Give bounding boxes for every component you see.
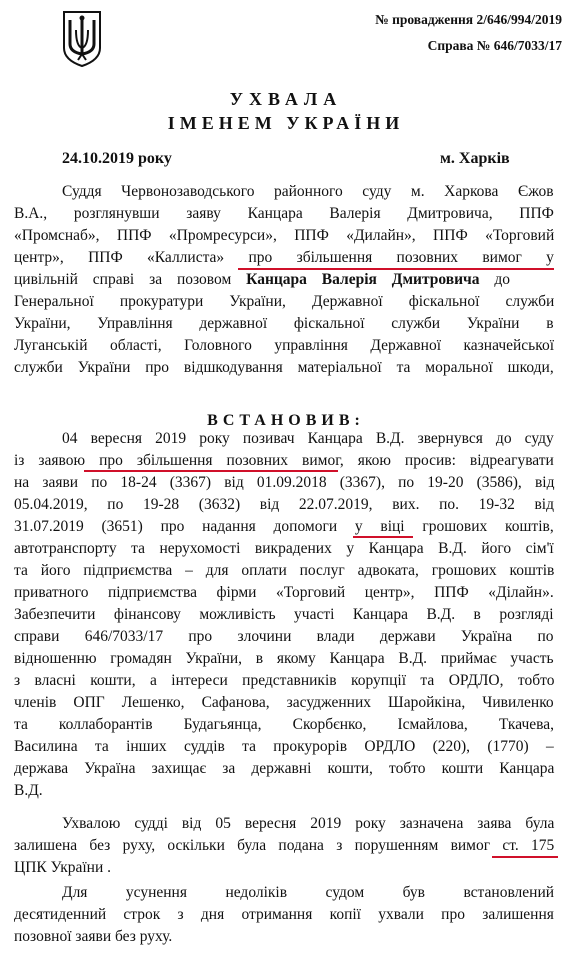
- intro-line-7: України, Управління державної фіскальної служби України в: [14, 315, 554, 332]
- deadline-line-3: позовної заяви без руху.: [14, 928, 173, 945]
- intro-line-3: «Промснаб», ППФ «Промресурси», ППФ «Дилайн», ППФ «Торговий: [14, 227, 555, 244]
- case-number: Справа № 646/7033/17: [427, 38, 562, 53]
- highlight-underline-claims-increase-1: [238, 268, 554, 270]
- established-line-2: із заявою про збільшення позовних вимог, якою просив: відреагувати: [14, 452, 554, 469]
- ruling-date: 24.10.2019 року: [62, 150, 172, 167]
- ruling-line-1: Ухвалою судді від 05 вересня 2019 року зазначена заява була: [62, 815, 555, 832]
- intro-line-6: Генеральної прокуратури України, Державної фіскальної служби: [14, 293, 555, 310]
- deadline-line-1: Для усунення недоліків судом був встановлений: [62, 884, 555, 901]
- ruling-city: м. Харків: [440, 150, 510, 167]
- established-line-6: автотранспорту та нерухомості викрадених у Канцара В.Д. його сім'ї: [14, 540, 554, 557]
- highlight-underline-claims-increase-2: [84, 470, 338, 472]
- established-line-5: 31.07.2019 (3651) про надання допомоги у віці грошових коштів,: [14, 518, 554, 535]
- established-line-10: справи 646/7033/17 про злочини влади держави Україна по: [14, 628, 554, 645]
- intro-line-1: Суддя Червонозаводського районного суду м. Харкова Єжов: [62, 183, 554, 200]
- established-line-4: 05.04.2019, по 19-28 (3632) від 22.07.2019, вих. по. 19-32 від: [14, 496, 554, 513]
- deadline-line-2: десятиденний строк з дня отримання копії ухвали про залишення: [14, 906, 554, 923]
- intro-line-8: Луганській області, Головного управління Державної казначейської: [14, 337, 555, 354]
- plaintiff-name: Канцара Валерія Дмитровича: [246, 271, 480, 288]
- section-heading: ВСТАНОВИВ:: [207, 412, 365, 429]
- established-line-9: Забезпечити фінансову можливість участі Канцара В.Д. в розгляді: [14, 606, 554, 623]
- intro-line-5: [14, 269, 510, 291]
- intro-line-4: центр», ППФ «Каллиста» про збільшення позовних вимог у: [14, 249, 554, 266]
- trident-emblem-icon: [62, 10, 102, 68]
- established-line-3: на заяви по 18-24 (3367) від 01.09.2018 (3367), по 19-20 (3586), від: [14, 474, 555, 491]
- established-line-15: Василина та інших суддів та прокурорів ОРДЛО (220), (1770) –: [14, 738, 554, 755]
- intro-line-9: служби України про відшкодування матеріальної та моральної шкоди,: [14, 359, 554, 376]
- highlight-underline-age: [353, 536, 413, 538]
- ruling-line-2: залишена без руху, оскільки була подана з порушенням вимог ст. 175: [14, 837, 555, 854]
- proceeding-number: № провадження 2/646/994/2019: [375, 12, 562, 27]
- intro-line-2: В.А., розглянувши заяву Канцара Валерія Дмитровича, ППФ: [14, 205, 554, 222]
- established-line-17: В.Д.: [14, 782, 43, 799]
- highlight-underline-article-175: [492, 856, 558, 858]
- established-line-7: та його підприємства – для оплати послуг адвоката, грошових коштів: [14, 562, 555, 579]
- established-line-14: та коллаборантів Будагьянца, Скорбєнко, Ісмайлова, Ткачева,: [14, 716, 555, 733]
- established-line-13: членів ОПГ Лешенко, Сафанова, засудженних Шаройкіна, Чивиленко: [14, 694, 554, 711]
- intro-line-5-tail: до: [494, 271, 511, 288]
- document-title: УХВАЛА: [229, 89, 343, 109]
- established-line-8: приватного підприємства фірми «Торговий центр», ППФ «Ділайн».: [14, 584, 554, 601]
- established-line-1: 04 вересня 2019 року позивач Канцара В.Д. звернувся до суду: [62, 430, 554, 447]
- intro-line-5-text: цивільній справі за позовом: [14, 271, 232, 288]
- established-line-12: з власні кошти, а інтереси представників корупції та ОРДЛО, тобто: [14, 672, 555, 689]
- document-subtitle: ІМЕНЕМ УКРАЇНИ: [167, 113, 405, 133]
- ruling-line-3: ЦПК України .: [14, 859, 112, 876]
- established-line-11: відношенню громадян України, в якому Канцара В.Д. приймає участь: [14, 650, 554, 667]
- established-line-16: держава Україна захищає за державні кошти, тобто кошти Канцара: [14, 760, 555, 777]
